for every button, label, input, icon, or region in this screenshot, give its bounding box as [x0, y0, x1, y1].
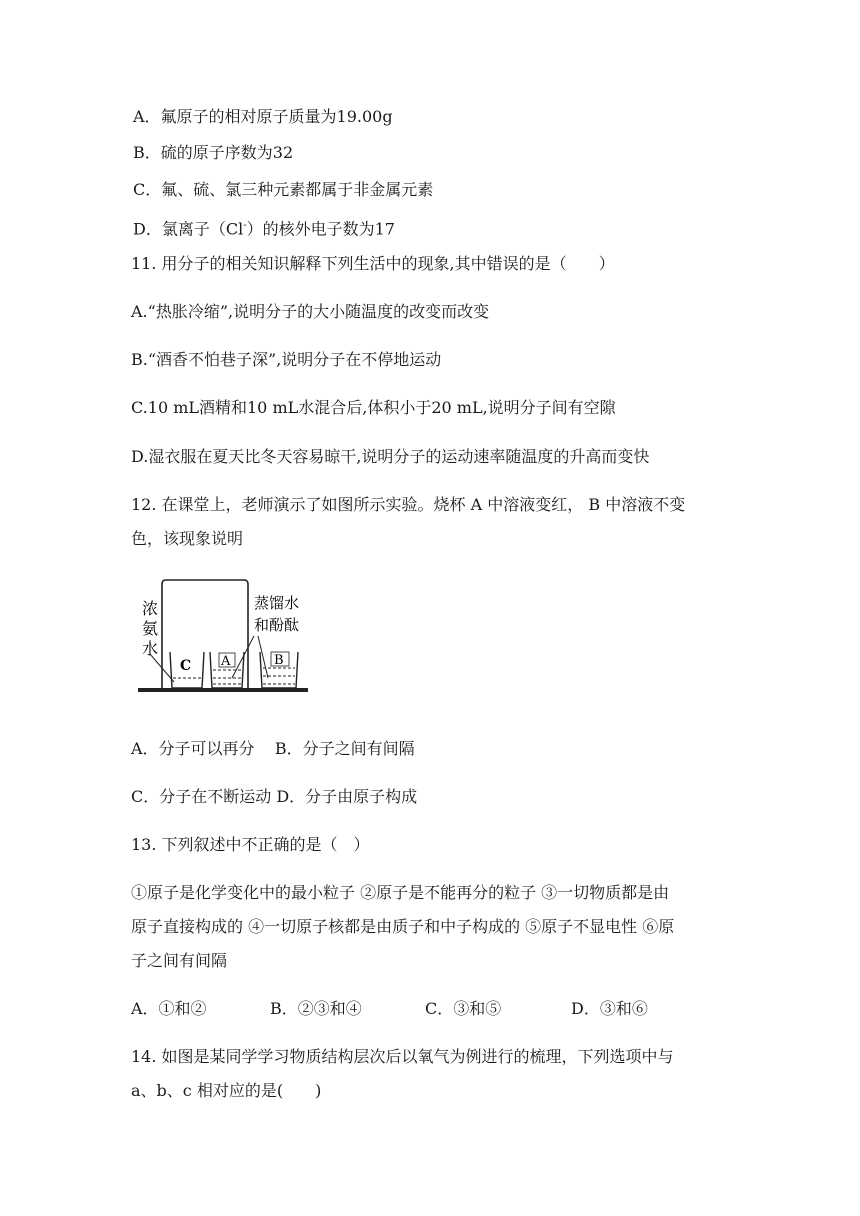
q10-option-c: C．氟、硫、氯三种元素都属于非金属元素: [133, 180, 434, 199]
q10-option-d-pre: D．氯离子（Cl: [133, 219, 244, 239]
right-label-line2: 和酚酞: [254, 616, 300, 634]
left-label-char3: 水: [142, 639, 159, 658]
q14-stem-line2: a、b、c 相对应的是( ): [131, 1081, 322, 1100]
beaker-a: [210, 652, 244, 688]
q13-body-line3: 子之间有间隔: [131, 951, 228, 970]
q11-option-d: D.湿衣服在夏天比冬天容易晾干,说明分子的运动速率随温度的升高而变快: [131, 447, 650, 466]
q14-stem-line1: 14. 如图是某同学学习物质结构层次后以氧气为例进行的梳理，下列选项中与: [131, 1047, 674, 1066]
experiment-diagram: [136, 578, 311, 694]
beaker-c-label: C: [180, 658, 192, 674]
beaker-c: [170, 652, 204, 688]
q13-option-b: B．②③和④: [270, 999, 362, 1018]
q10-option-d: [133, 215, 395, 240]
q11-option-b: B.“酒香不怕巷子深”,说明分子在不停地运动: [131, 350, 442, 369]
beaker-a-label: A: [221, 654, 231, 669]
beaker-b-label: B: [274, 653, 284, 668]
q10-option-b: B．硫的原子序数为32: [133, 143, 294, 162]
leader-line-right-b: [258, 636, 268, 678]
q10-option-a: A．氟原子的相对原子质量为19.00g: [133, 107, 393, 126]
q13-body-line1: ①原子是化学变化中的最小粒子 ②原子是不能再分的粒子 ③一切物质都是由: [131, 883, 670, 902]
q13-stem: 13. 下列叙述中不正确的是（ ）: [131, 835, 370, 854]
experiment-figure: [136, 578, 311, 698]
q10-option-d-post: ）的核外电子数为17: [246, 219, 395, 239]
q13-option-d: D．③和⑥: [571, 999, 648, 1018]
q11-stem: 11. 用分子的相关知识解释下列生活中的现象,其中错误的是（ ）: [131, 254, 615, 273]
q11-option-a: A.“热胀冷缩”,说明分子的大小随温度的改变而改变: [131, 302, 490, 321]
q13-option-a: A．①和②: [131, 999, 207, 1018]
left-label-char1: 浓: [142, 599, 159, 618]
left-label-char2: 氨: [142, 619, 159, 638]
q12-options-row1: A．分子可以再分 B．分子之间有间隔: [131, 739, 415, 758]
q12-stem-line1: 12. 在课堂上，老师演示了如图所示实验。烧杯 A 中溶液变红， B 中溶液不变: [131, 495, 686, 514]
q11-option-c: C.10 mL酒精和10 mL水混合后,体积小于20 mL,说明分子间有空隙: [131, 398, 616, 417]
q12-stem-line2: 色，该现象说明: [131, 529, 244, 548]
q10-option-d-sup: -: [243, 220, 247, 231]
q12-options-row2: C．分子在不断运动 D．分子由原子构成: [131, 787, 418, 806]
q13-option-c: C．③和⑤: [425, 999, 502, 1018]
right-label-line1: 蒸馏水: [254, 594, 300, 612]
q13-body-line2: 原子直接构成的 ④一切原子核都是由质子和中子构成的 ⑤原子不显电性 ⑥原: [131, 917, 675, 936]
